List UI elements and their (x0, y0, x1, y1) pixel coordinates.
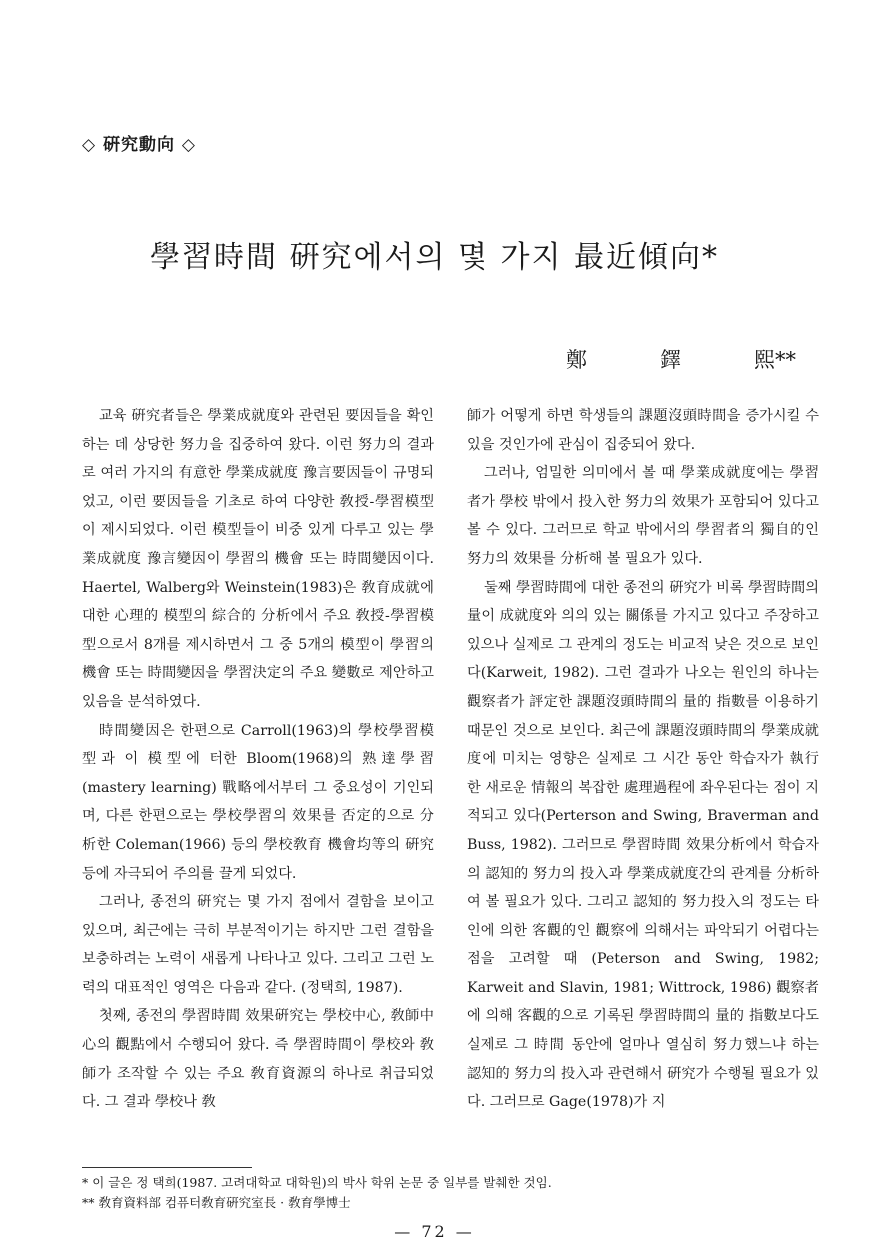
footnote-1: * 이 글은 정 택희(1987. 고려대학교 대학원)의 박사 학위 논문 중 일부를 발췌한 것임. (82, 1175, 552, 1190)
paragraph: 둘째 學習時間에 대한 종전의 硏究가 비록 學習時間의 量이 成就度와 의의 있는 關係를 가지고 있다고 주장하고 있으나 실제로 그 관계의 정도는 비교적 낮은 것으로 보인다(Karweit, 1982). 그런 결과가 나오는 원인의 하나는 觀察者가 評定한 課題沒頭時間의 量的 指數를 이용하기 때문인 것으로 보인다. 최근에 課題沒頭時間의 學業成就度에 미치는 영향은 실제로 그 시간 동안 학습자가 執行한 새로운 情報의 복잡한 處理過程에 좌우된다는 점이 지적되고 있다(Perterson and Swing, Braverman and Buss, 1982). 그러므로 學習時間 效果分析에서 학습자의 認知的 努力의 投入과 學業成就度간의 관계를 分析하여 볼 필요가 있다. 그리고 認知的 努力投入의 정도는 타인에 의한 客觀的인 觀察에 의해서는 파악되기 어렵다는 점을 고려할 때 (Peterson and Swing, 1982; Karweit and Slavin, 1981; Wittrock, 1986) 觀察者에 의해 客觀的으로 기록된 學習時間의 量的 指數보다도 실제로 그 時間 동안에 얼마나 열심히 努力했느냐 하는 認知的 努力의 投入과 관련해서 硏究가 수행될 필요가 있다. 그러므로 Gage(1978)가 지 (467, 579, 819, 1111)
author-name (566, 344, 796, 374)
paragraph: 첫째, 종전의 學習時間 效果硏究는 學校中心, 敎師中心의 觀點에서 수행되어 왔다. 즉 學習時間이 學校와 敎師가 조작할 수 있는 주요 敎育資源의 하나로 취급되었다. 그 결과 學校나 敎 (82, 1008, 434, 1111)
footnote-divider (82, 1167, 252, 1168)
footnotes (82, 1173, 802, 1213)
page-number: — 72 — (394, 1222, 475, 1241)
section-tag: ◇ 硏究動向 ◇ (82, 135, 196, 155)
author-char-3: 熙** (754, 348, 796, 372)
footnote-2: ** 敎育資料部 컴퓨터敎育硏究室長 · 敎育學博士 (82, 1195, 351, 1210)
paragraph: 時間變因은 한편으로 Carroll(1963)의 學校學習模型과 이 模型에 터한 Bloom(1968)의 熟達學習(mastery learning) 戰略에서부터 그 중요성이 기인되며, 다른 한편으로는 學校學習의 效果를 否定的으로 分析한 Coleman(1966) 등의 學校敎育 機會均等의 硏究 등에 자극되어 주의를 끌게 되었다. (82, 722, 434, 882)
paragraph: 교육 硏究者들은 學業成就度와 관련된 要因들을 확인하는 데 상당한 努力을 집중하여 왔다. 이런 努力의 결과로 여러 가지의 有意한 學業成就度 豫言要因들이 규명되었고, 이런 要因들을 기초로 하여 다양한 敎授-學習模型이 제시되었다. 이런 模型들이 비중 있게 다루고 있는 學業成就度 豫言變因이 學習의 機會 또는 時間變因이다. Haertel, Walberg와 Weinstein(1983)은 敎育成就에 대한 心理的 模型의 綜合的 分析에서 주요 敎授-學習模型으로서 8개를 제시하면서 그 중 5개의 模型이 學習의 機會 또는 時間變因을 學習決定의 주요 變數로 제안하고 있음을 분석하였다. (82, 408, 434, 710)
paragraph: 師가 어떻게 하면 학생들의 課題沒頭時間을 증가시킬 수 있을 것인가에 관심이 집중되어 왔다. (467, 408, 819, 453)
author-char-1: 鄭 (566, 348, 587, 372)
body-column-right (467, 402, 819, 1117)
paragraph: 그러나, 엄밀한 의미에서 볼 때 學業成就度에는 學習者가 學校 밖에서 投入한 努力의 效果가 포함되어 있다고 볼 수 있다. 그러므로 학교 밖에서의 學習者의 獨自的인 努力의 效果를 分析해 볼 필요가 있다. (467, 465, 819, 567)
author-char-2: 鐸 (660, 348, 681, 372)
article-title: 學習時間 硏究에서의 몇 가지 最近傾向* (149, 240, 720, 275)
body-column-left (82, 402, 434, 1117)
paragraph: 그러나, 종전의 硏究는 몇 가지 점에서 결함을 보이고 있으며, 최근에는 극히 부분적이기는 하지만 그런 결함을 보충하려는 노력이 새롭게 나타나고 있다. 그리고 그런 노력의 대표적인 영역은 다음과 같다. (정택희, 1987). (82, 894, 434, 996)
